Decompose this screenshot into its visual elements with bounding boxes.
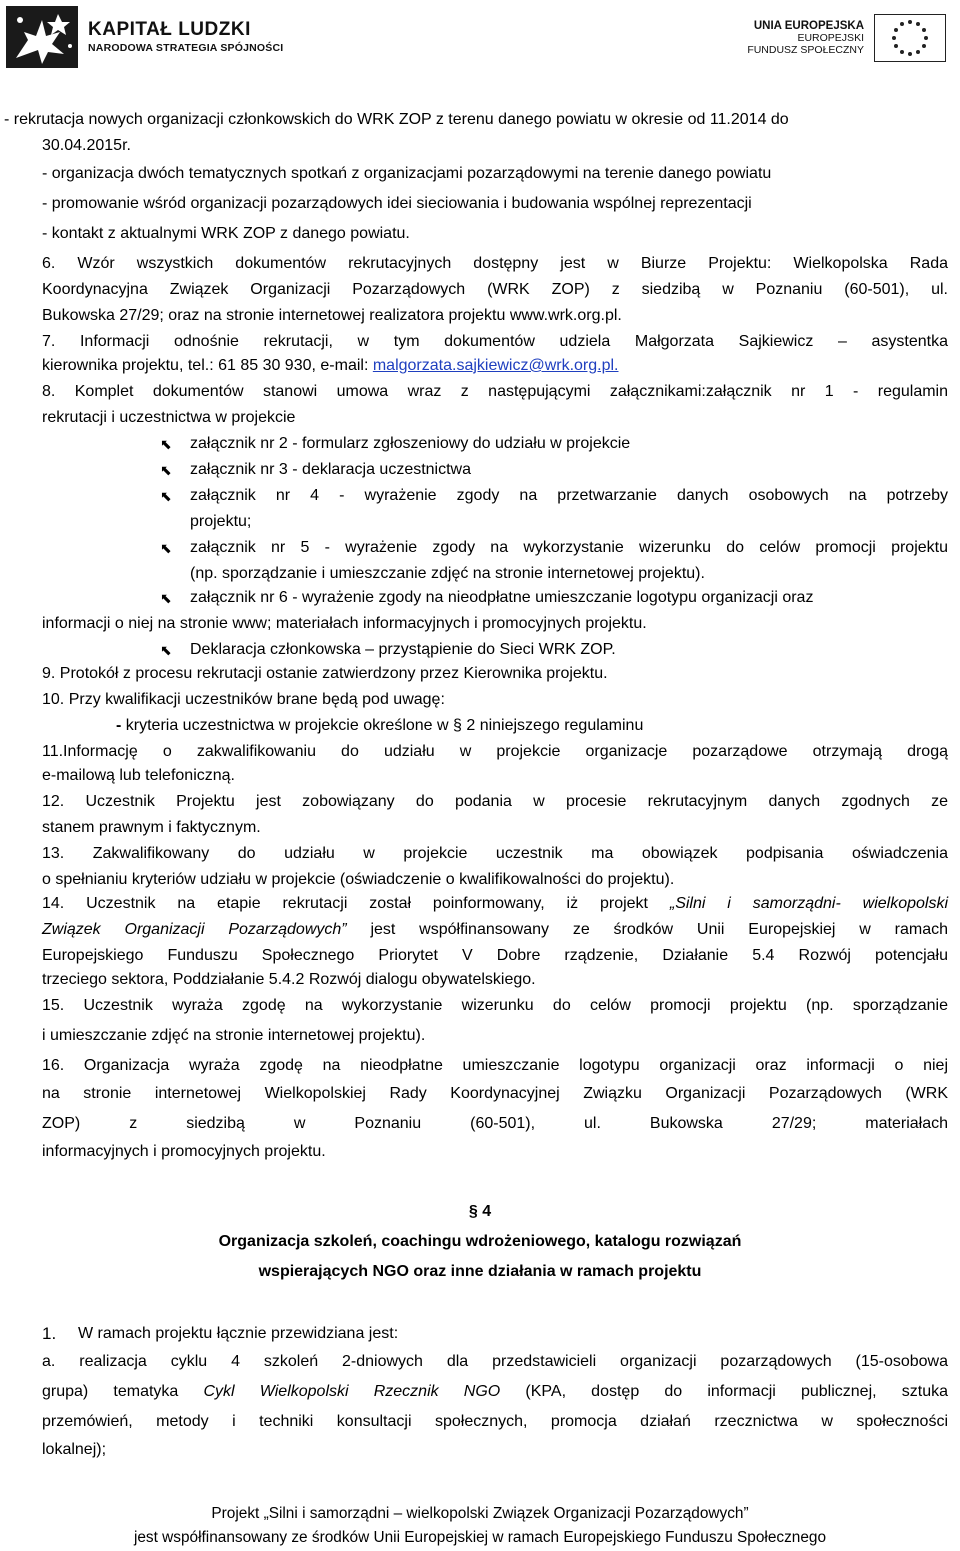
section-title: wspierających NGO oraz inne działania w ramach projektu — [258, 1263, 702, 1280]
section-number: § 4 — [468, 1203, 492, 1220]
section-title: Organizacja szkoleń, coachingu wdrożeniowego, katalogu rozwiązań — [218, 1233, 742, 1250]
body-line: 30.04.2015r. — [42, 137, 131, 154]
arrow-up-left-icon: ⬉ — [160, 642, 172, 658]
paragraph-14: Europejskiego Funduszu Społecznego Priorytet V Dobre rządzenie, Działanie 5.4 Rozwój potencjału — [42, 947, 948, 964]
paragraph-14 — [42, 920, 948, 940]
paragraph-8: rekrutacji i uczestnictwa w projekcie — [42, 409, 296, 426]
paragraph-16: na stronie internetowej Wielkopolskiej Rady Koordynacyjnej Związku Organizacji Pozarządowych (WRK — [42, 1085, 948, 1102]
item-text: (KPA, dostęp do informacji publicznej, sztuka — [500, 1383, 948, 1400]
section-item-a: przemówień, metody i techniki konsultacji społecznych, promocja działań rzecznictwa w społeczności — [42, 1413, 948, 1430]
section-item-number: 1. — [42, 1324, 57, 1343]
list-item: załącznik nr 6 - wyrażenie zgody na nieodpłatne umieszczanie logotypu organizacji oraz — [190, 589, 814, 606]
list-item: załącznik nr 4 - wyrażenie zgody na przetwarzanie danych osobowych na potrzeby — [190, 487, 948, 504]
list-item: (np. sporządzanie i umieszczanie zdjęć na stronie internetowej projektu). — [190, 565, 705, 582]
paragraph-10: 10. Przy kwalifikacji uczestników brane będą pod uwagę: — [42, 691, 445, 708]
body-line: - organizacja dwóch tematycznych spotkań z organizacjami pozarządowymi na terenie danego powiatu — [42, 165, 772, 182]
paragraph-14 — [42, 894, 948, 914]
project-name: „Silni i samorządni- wielkopolski — [669, 895, 949, 912]
eu-subtitle-2: FUNDUSZ SPOŁECZNY — [747, 44, 864, 56]
kapital-ludzki-logo — [6, 6, 78, 68]
paragraph-16: informacyjnych i promocyjnych projektu. — [42, 1143, 326, 1160]
paragraph-11: 11.Informację o zakwalifikowaniu do udziału w projekcie organizacje pozarządowe otrzymają drogą — [42, 743, 948, 760]
dash: - — [116, 717, 122, 734]
paragraph-6: Koordynacyjna Związek Organizacji Pozarządowych (WRK ZOP) z siedzibą w Poznaniu (60-501), ul. — [42, 281, 948, 298]
section-item-a: lokalnej); — [42, 1441, 107, 1458]
paragraph-13: o spełnianiu kryteriów udziału w projekcie (oświadczenie o kwalifikowalności do projektu). — [42, 871, 675, 888]
section-item: W ramach projektu łącznie przewidziana jest: — [78, 1325, 399, 1342]
paragraph-11: e-mailową lub telefoniczną. — [42, 767, 235, 784]
body-line: - promowanie wśród organizacji pozarządowych idei sieciowania i budowania wspólnej reprezentacji — [42, 195, 752, 212]
paragraph-16: ZOP) z siedzibą w Poznaniu (60-501), ul. Bukowska 27/29; materiałach — [42, 1115, 948, 1132]
paragraph-16: 16. Organizacja wyraża zgodę na nieodpłatne umieszczanie logotypu organizacji oraz informacji o niej — [42, 1057, 948, 1074]
paragraph-12: stanem prawnym i faktycznym. — [42, 819, 261, 836]
list-item: Deklaracja członkowska – przystąpienie do Sieci WRK ZOP. — [190, 641, 616, 658]
arrow-up-left-icon: ⬉ — [160, 436, 172, 452]
paragraph-15: i umieszczanie zdjęć na stronie internetowej projektu). — [42, 1027, 426, 1044]
body-line: - rekrutacja nowych organizacji członkowskich do WRK ZOP z terenu danego powiatu w okresie od 11.2014 do — [4, 111, 789, 128]
p14-text: 14. Uczestnik na etapie rekrutacji został poinformowany, iż projekt — [42, 895, 670, 912]
paragraph-6: 6. Wzór wszystkich dokumentów rekrutacyjnych dostępny jest w Biurze Projektu: Wielkopolska Rada — [42, 255, 948, 272]
list-item: załącznik nr 3 - deklaracja uczestnictwa — [190, 461, 472, 478]
paragraph-9: 9. Protokół z procesu rekrutacji ostanie zatwierdzony przez Kierownika projektu. — [42, 665, 608, 682]
project-name: Związek Organizacji Pozarządowych” — [42, 921, 347, 938]
eu-title: UNIA EUROPEJSKA — [753, 20, 864, 32]
paragraph-14: trzeciego sektora, Poddziałanie 5.4.2 Rozwój dialogu obywatelskiego. — [42, 971, 536, 988]
arrow-up-left-icon: ⬉ — [160, 488, 172, 504]
paragraph-12: 12. Uczestnik Projektu jest zobowiązany do podania w procesie rekrutacyjnym danych zgodnych ze — [42, 793, 948, 810]
eu-subtitle-1: EUROPEJSKI — [797, 32, 864, 44]
training-name: Cykl Wielkopolski Rzecznik NGO — [203, 1383, 501, 1400]
kapital-ludzki-subtitle: NARODOWA STRATEGIA SPÓJNOŚCI — [88, 42, 284, 54]
eu-flag-logo — [874, 14, 946, 62]
body-line: - kontakt z aktualnymi WRK ZOP z danego powiatu. — [42, 225, 410, 242]
contact-text: kierownika projektu, tel.: 61 85 30 930, e-mail: — [42, 357, 373, 374]
paragraph-6: Bukowska 27/29; oraz na stronie internetowej realizatora projektu www.wrk.org.pl. — [42, 307, 622, 324]
p14-text: jest współfinansowany ze środków Unii Europejskiej w ramach — [346, 921, 949, 938]
list-item: projektu; — [190, 513, 252, 530]
criteria-text: kryteria uczestnictwa w projekcie określone w § 2 niniejszego regulaminu — [121, 717, 644, 734]
list-item: załącznik nr 2 - formularz zgłoszeniowy do udziału w projekcie — [190, 435, 631, 452]
paragraph-15: 15. Uczestnik wyraża zgodę na wykorzystanie wizerunku do celów promocji projektu (np. sporządzanie — [42, 997, 948, 1014]
kapital-ludzki-header — [6, 6, 283, 68]
list-item: informacji o niej na stronie www; materiałach informacyjnych i promocyjnych projektu. — [42, 615, 647, 632]
paragraph-10-item — [116, 716, 643, 736]
item-text: grupa) tematyka — [42, 1383, 204, 1400]
kapital-ludzki-title: KAPITAŁ LUDZKI — [88, 19, 251, 40]
section-item-a — [42, 1382, 948, 1402]
paragraph-8: 8. Komplet dokumentów stanowi umowa wraz z następującymi załącznikami:załącznik nr 1 - regulamin — [42, 383, 948, 400]
footer-line-2: jest współfinansowany ze środków Unii Europejskiej w ramach Europejskiego Funduszu Społecznego — [133, 1529, 827, 1546]
list-item: załącznik nr 5 - wyrażenie zgody na wykorzystanie wizerunku do celów promocji projektu — [190, 539, 948, 556]
arrow-up-left-icon: ⬉ — [160, 590, 172, 606]
arrow-up-left-icon: ⬉ — [160, 540, 172, 556]
paragraph-7: 7. Informacji odnośnie rekrutacji, w tym dokumentów udziela Małgorzata Sajkiewicz – asystentka — [42, 333, 948, 350]
footer-line-1: Projekt „Silni i samorządni – wielkopolski Związek Organizacji Pozarządowych” — [211, 1505, 749, 1522]
paragraph-13: 13. Zakwalifikowany do udziału w projekcie uczestnik ma obowiązek podpisania oświadczenia — [42, 845, 948, 862]
eu-header — [747, 14, 946, 62]
section-item-a: a. realizacja cyklu 4 szkoleń 2-dniowych dla przedstawicieli organizacji pozarządowych (15-osobowa — [42, 1353, 948, 1370]
arrow-up-left-icon: ⬉ — [160, 462, 172, 478]
email-link[interactable]: malgorzata.sajkiewicz@wrk.org.pl. — [372, 357, 619, 374]
paragraph-7 — [42, 356, 619, 376]
